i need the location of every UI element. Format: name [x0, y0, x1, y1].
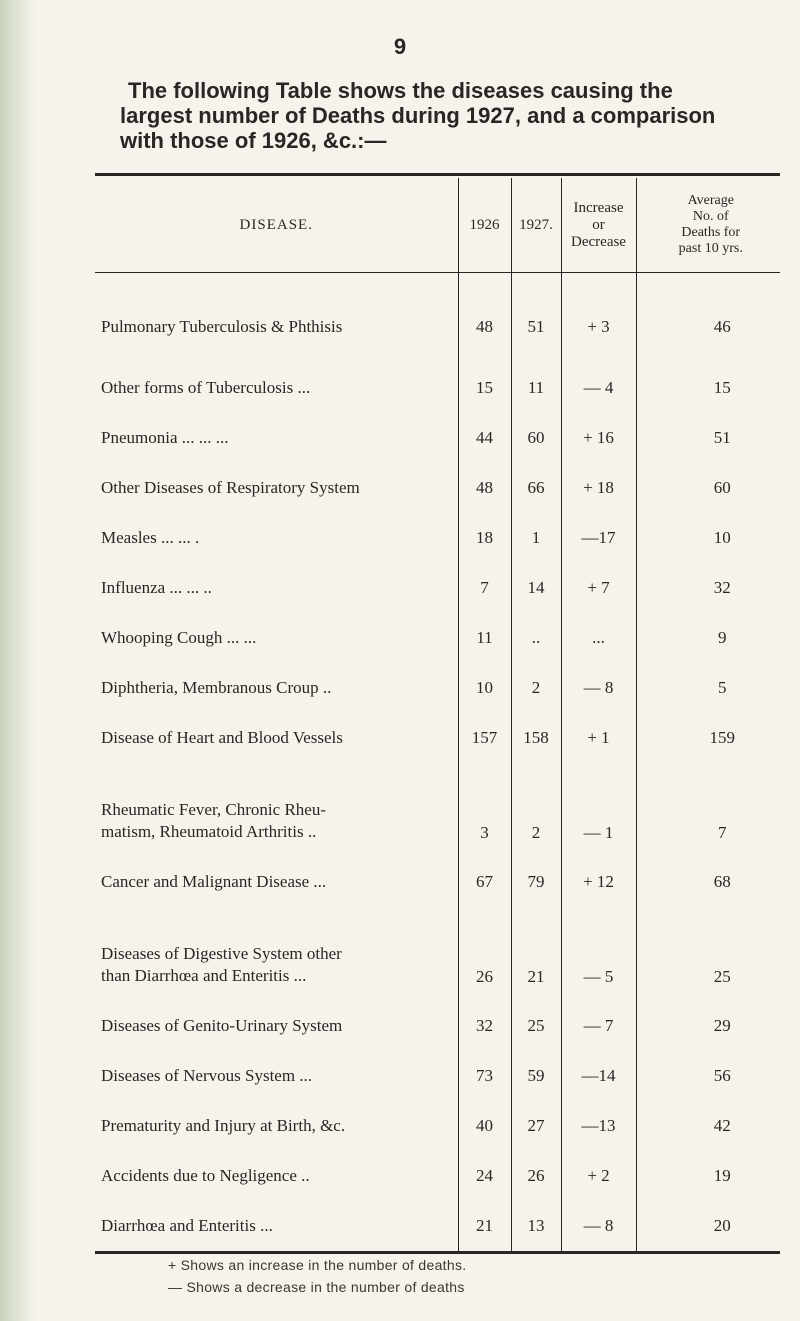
value-1927: 25 — [511, 1001, 561, 1051]
value-change: + 16 — [561, 413, 636, 463]
value-1927: 21 — [511, 907, 561, 1001]
value-change: — 7 — [561, 1001, 636, 1051]
page-edge-shadow — [0, 0, 36, 1321]
value-average: 51 — [636, 413, 780, 463]
value-1926: 73 — [458, 1051, 511, 1101]
value-change: + 2 — [561, 1151, 636, 1201]
value-1926: 18 — [458, 513, 511, 563]
value-change: — 5 — [561, 907, 636, 1001]
value-1927: 13 — [511, 1201, 561, 1251]
value-change: — 8 — [561, 1201, 636, 1251]
value-1927: 27 — [511, 1101, 561, 1151]
page-heading — [120, 78, 760, 153]
table-row — [95, 1051, 780, 1101]
disease-name: Measles ... ... . — [101, 528, 200, 547]
value-1927: 60 — [511, 413, 561, 463]
disease-name: Influenza ... ... .. — [101, 578, 212, 597]
value-average: 5 — [636, 663, 780, 713]
value-change: + 7 — [561, 563, 636, 613]
value-average: 7 — [636, 763, 780, 857]
table-row — [95, 1001, 780, 1051]
table-row — [95, 513, 780, 563]
mortality-table — [95, 178, 780, 1251]
table-row — [95, 857, 780, 907]
disease-name: Diseases of Nervous System ... — [101, 1066, 313, 1085]
value-change: —17 — [561, 513, 636, 563]
value-1927: 59 — [511, 1051, 561, 1101]
value-1926: 15 — [458, 363, 511, 413]
value-1927: 11 — [511, 363, 561, 413]
value-1926: 44 — [458, 413, 511, 463]
value-change: —14 — [561, 1051, 636, 1101]
value-average: 159 — [636, 713, 780, 763]
value-1926: 10 — [458, 663, 511, 713]
disease-name: Diseases of Genito-Urinary System — [101, 1016, 343, 1035]
table-bottom-rule — [95, 1251, 780, 1254]
value-average: 19 — [636, 1151, 780, 1201]
value-1926: 11 — [458, 613, 511, 663]
value-1927: 51 — [511, 273, 561, 364]
value-1927: 1 — [511, 513, 561, 563]
value-1926: 48 — [458, 463, 511, 513]
value-1926: 40 — [458, 1101, 511, 1151]
disease-name: Rheumatic Fever, Chronic Rheu- matism, Rheumatoid Arthritis .. — [101, 800, 326, 841]
value-average: 42 — [636, 1101, 780, 1151]
disease-name: Cancer and Malignant Disease ... — [101, 872, 327, 891]
value-1926: 26 — [458, 907, 511, 1001]
table-row — [95, 1151, 780, 1201]
disease-name: Accidents due to Negligence .. — [101, 1166, 310, 1185]
header-1927: 1927. — [511, 178, 561, 273]
value-change: + 3 — [561, 273, 636, 364]
table-row — [95, 713, 780, 763]
value-1927: 2 — [511, 663, 561, 713]
value-1926: 67 — [458, 857, 511, 907]
disease-name: Other forms of Tuberculosis ... — [101, 378, 311, 397]
value-average: 20 — [636, 1201, 780, 1251]
heading-line-1: The following Table shows the diseases causing the — [128, 78, 673, 103]
value-1927: .. — [511, 613, 561, 663]
heading-line-2: largest number of Deaths during 1927, and a comparison — [120, 103, 716, 128]
disease-name: Other Diseases of Respiratory System — [101, 478, 360, 497]
header-average: Average No. of Deaths for past 10 yrs. — [636, 178, 780, 273]
value-1927: 14 — [511, 563, 561, 613]
table-row — [95, 907, 780, 1001]
value-1926: 7 — [458, 563, 511, 613]
table-row — [95, 613, 780, 663]
disease-name: Diphtheria, Membranous Croup .. — [101, 678, 332, 697]
table-row — [95, 763, 780, 857]
table-row — [95, 663, 780, 713]
footnote-increase: + Shows an increase in the number of deaths. — [168, 1257, 467, 1273]
value-change: — 1 — [561, 763, 636, 857]
value-1927: 79 — [511, 857, 561, 907]
value-average: 25 — [636, 907, 780, 1001]
value-average: 56 — [636, 1051, 780, 1101]
value-average: 32 — [636, 563, 780, 613]
value-1926: 32 — [458, 1001, 511, 1051]
disease-name: Diarrhœa and Enteritis ... — [101, 1216, 273, 1235]
heading-line-3: with those of 1926, &c.:— — [120, 128, 387, 153]
value-change: + 1 — [561, 713, 636, 763]
value-average: 29 — [636, 1001, 780, 1051]
value-change: — 4 — [561, 363, 636, 413]
header-1926: 1926 — [458, 178, 511, 273]
value-1927: 66 — [511, 463, 561, 513]
value-average: 46 — [636, 273, 780, 364]
value-average: 15 — [636, 363, 780, 413]
table-row — [95, 1201, 780, 1251]
table-top-rule — [95, 173, 780, 176]
value-average: 10 — [636, 513, 780, 563]
disease-name: Diseases of Digestive System other than Diarrhœa and Enteritis ... — [101, 944, 342, 985]
value-1926: 48 — [458, 273, 511, 364]
value-change: —13 — [561, 1101, 636, 1151]
header-change: Increase or Decrease — [561, 178, 636, 273]
value-1926: 21 — [458, 1201, 511, 1251]
value-change: + 12 — [561, 857, 636, 907]
value-average: 9 — [636, 613, 780, 663]
disease-name: Whooping Cough ... ... — [101, 628, 257, 647]
value-1927: 26 — [511, 1151, 561, 1201]
table-row — [95, 413, 780, 463]
value-average: 68 — [636, 857, 780, 907]
value-1926: 3 — [458, 763, 511, 857]
footnote-decrease: — Shows a decrease in the number of deaths — [168, 1279, 465, 1295]
disease-name: Prematurity and Injury at Birth, &c. — [101, 1116, 346, 1135]
value-average: 60 — [636, 463, 780, 513]
value-1926: 24 — [458, 1151, 511, 1201]
table-row — [95, 363, 780, 413]
disease-name: Pulmonary Tuberculosis & Phthisis — [101, 317, 343, 336]
page-number: 9 — [393, 34, 407, 59]
value-1926: 157 — [458, 713, 511, 763]
value-change: — 8 — [561, 663, 636, 713]
table-row — [95, 273, 780, 364]
table-row — [95, 463, 780, 513]
disease-name: Disease of Heart and Blood Vessels — [101, 728, 343, 747]
value-change: + 18 — [561, 463, 636, 513]
table-row — [95, 1101, 780, 1151]
table-header-row — [95, 178, 780, 273]
value-change: ... — [561, 613, 636, 663]
disease-name: Pneumonia ... ... ... — [101, 428, 229, 447]
value-1927: 2 — [511, 763, 561, 857]
header-disease: DISEASE. — [95, 178, 458, 273]
value-1927: 158 — [511, 713, 561, 763]
table-row — [95, 563, 780, 613]
